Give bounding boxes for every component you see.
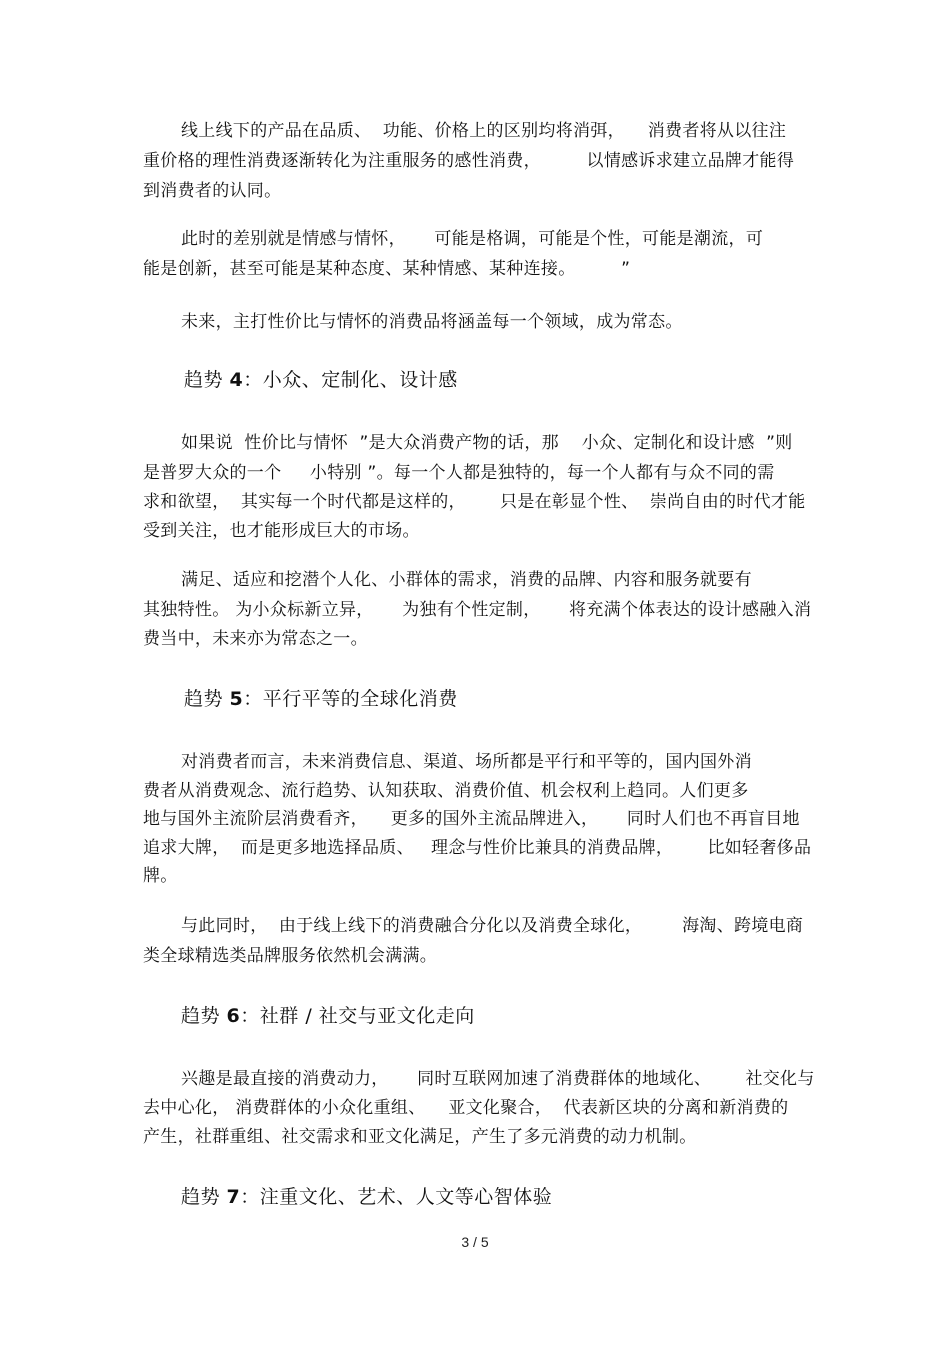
trend-7-title: ：注重文化、艺术、人文等心智体验 bbox=[240, 1186, 553, 1208]
trend-4-paragraph-1-line-4: 受到关注，也才能形成巨大的市场。 bbox=[143, 521, 420, 541]
paragraph-2-line-2: 能是创新，甚至可能是某种态度、某种情感、某种连接。 ” bbox=[143, 259, 631, 279]
trend-4-paragraph-1-line-1: 如果说 性价比与情怀 ”是大众消费产物的话，那 小众、定制化和设计感 ”则 bbox=[181, 433, 793, 453]
trend-6-prefix: 趋势 bbox=[181, 1005, 227, 1027]
paragraph-3-line-1: 未来，主打性价比与情怀的消费品将涵盖每一个领域，成为常态。 bbox=[181, 312, 683, 332]
trend-4-prefix: 趋势 bbox=[184, 369, 230, 391]
trend-5-paragraph-2-line-1: 与此同时， 由于线上线下的消费融合分化以及消费全球化， 海淘、跨境电商 bbox=[181, 916, 804, 936]
trend-5-paragraph-1-line-3: 地与国外主流阶层消费看齐， 更多的国外主流品牌进入， 同时人们也不再盲目地 bbox=[143, 809, 800, 829]
paragraph-1-line-2: 重价格的理性消费逐渐转化为注重服务的感性消费， 以情感诉求建立品牌才能得 bbox=[143, 151, 795, 171]
paragraph-2-line-1: 此时的差别就是情感与情怀， 可能是格调，可能是个性，可能是潮流，可 bbox=[181, 229, 764, 249]
trend-4-paragraph-2-line-3: 费当中，未来亦为常态之一。 bbox=[143, 629, 368, 649]
trend-4-paragraph-2-line-2: 其独特性。 为小众标新立异， 为独有个性定制， 将充满个体表达的设计感融入消 bbox=[143, 600, 812, 620]
trend-6-title: ：社群 / 社交与亚文化走向 bbox=[240, 1005, 475, 1027]
trend-6-number: 6 bbox=[226, 1005, 241, 1027]
trend-7-heading bbox=[181, 1186, 552, 1208]
trend-4-heading bbox=[184, 369, 458, 391]
trend-6-paragraph-1-line-1: 兴趣是最直接的消费动力， 同时互联网加速了消费群体的地域化、 社交化与 bbox=[181, 1069, 815, 1089]
trend-6-heading bbox=[181, 1005, 475, 1027]
trend-4-paragraph-2-line-1: 满足、适应和挖潜个人化、小群体的需求，消费的品牌、内容和服务就要有 bbox=[181, 570, 752, 590]
trend-5-paragraph-1-line-5: 牌。 bbox=[143, 866, 178, 886]
trend-5-heading bbox=[184, 688, 458, 710]
trend-5-paragraph-1-line-4: 追求大牌， 而是更多地选择品质、 理念与性价比兼具的消费品牌， 比如轻奢侈品 bbox=[143, 838, 812, 858]
trend-4-title: ：小众、定制化、设计感 bbox=[243, 369, 458, 391]
trend-5-paragraph-1-line-1: 对消费者而言，未来消费信息、渠道、场所都是平行和平等的，国内国外消 bbox=[181, 752, 752, 772]
trend-5-title: ：平行平等的全球化消费 bbox=[243, 688, 458, 710]
trend-7-prefix: 趋势 bbox=[181, 1186, 227, 1208]
paragraph-1-line-1: 线上线下的产品在品质、 功能、价格上的区别均将消弭， 消费者将从以往注 bbox=[181, 121, 787, 141]
trend-4-paragraph-1-line-2: 是普罗大众的一个 小特别 ”。每一个人都是独特的，每一个人都有与众不同的需 bbox=[143, 463, 775, 483]
paragraph-1-line-3: 到消费者的认同。 bbox=[143, 181, 282, 201]
trend-5-paragraph-1-line-2: 费者从消费观念、流行趋势、认知获取、消费价值、机会权利上趋同。人们更多 bbox=[143, 781, 749, 801]
trend-5-prefix: 趋势 bbox=[184, 688, 230, 710]
trend-5-paragraph-2-line-2: 类全球精选类品牌服务依然机会满满。 bbox=[143, 946, 438, 966]
trend-5-number: 5 bbox=[229, 688, 244, 710]
trend-6-paragraph-1-line-3: 产生，社群重组、社交需求和亚文化满足，产生了多元消费的动力机制。 bbox=[143, 1127, 697, 1147]
trend-4-number: 4 bbox=[229, 369, 244, 391]
trend-4-paragraph-1-line-3: 求和欲望， 其实每一个时代都是这样的， 只是在彰显个性、 崇尚自由的时代才能 bbox=[143, 492, 806, 512]
trend-7-number: 7 bbox=[226, 1186, 241, 1208]
trend-6-paragraph-1-line-2: 去中心化， 消费群体的小众化重组、 亚文化聚合， 代表新区块的分离和新消费的 bbox=[143, 1098, 789, 1118]
page-number: 3 / 5 bbox=[461, 1234, 489, 1250]
